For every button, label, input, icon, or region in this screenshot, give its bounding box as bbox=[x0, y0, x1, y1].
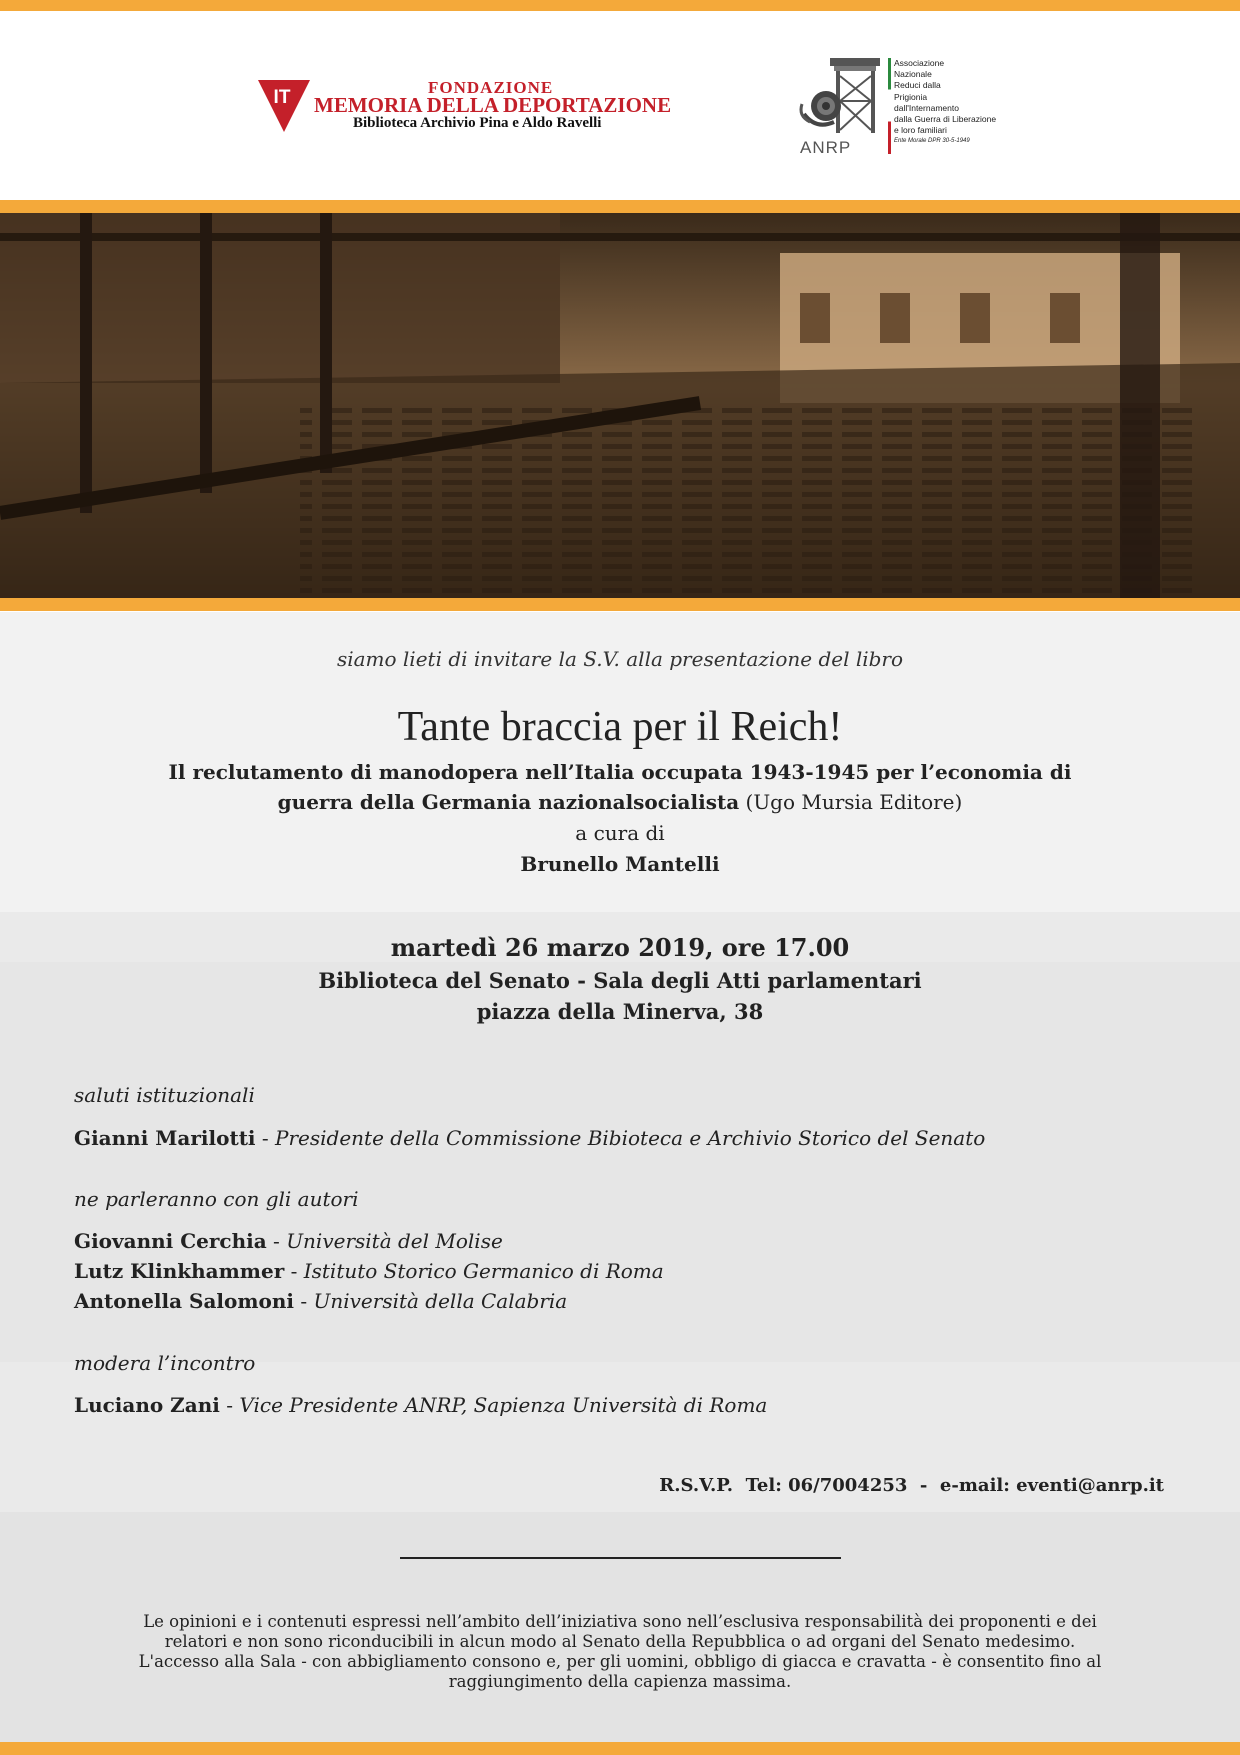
anrp-line: Prigionia bbox=[894, 91, 928, 102]
disclaimer-line: relatori e non sono riconducibili in alcun modo al Senato della Repubblica o ad organi del Senato medesimo. bbox=[164, 1632, 1076, 1651]
book-subtitle-line1: Il reclutamento di manodopera nell’Italia occupata 1943-1945 per l’economia di bbox=[168, 760, 1072, 784]
book-subtitle-bold: guerra della Germania nazionalsocialista bbox=[277, 790, 740, 814]
moderator-name: Luciano Zani bbox=[74, 1393, 220, 1417]
event-address: piazza della Minerva, 38 bbox=[476, 999, 764, 1024]
speaker-role: Istituto Storico Germanico di Roma bbox=[303, 1259, 664, 1283]
speaker-name: Antonella Salomoni bbox=[74, 1289, 294, 1313]
top-accent-bar bbox=[0, 0, 1240, 11]
event-date: martedì 26 marzo 2019, ore 17.00 bbox=[390, 933, 850, 962]
speaker-name: Lutz Klinkhammer bbox=[74, 1259, 285, 1283]
moderator-label: modera l’incontro bbox=[74, 1351, 256, 1375]
disclaimer-line: Le opinioni e i contenuti espressi nell’ambito dell’iniziativa sono nell’esclusiva responsabilità dei proponenti e dei bbox=[143, 1612, 1097, 1631]
book-title: Tante braccia per il Reich! bbox=[397, 704, 843, 750]
book-editor: Brunello Mantelli bbox=[520, 852, 720, 876]
speaker-role: Università del Molise bbox=[286, 1229, 503, 1253]
anrp-flag-stripe bbox=[888, 58, 891, 154]
anrp-line: Associazione bbox=[894, 58, 945, 68]
event-venue: Biblioteca del Senato - Sala degli Atti parlamentari bbox=[318, 968, 922, 993]
photo-bottom-bar bbox=[0, 598, 1240, 611]
anrp-line: dalla Guerra di Liberazione bbox=[894, 114, 997, 125]
anrp-small-line: Ente Morale DPR 30-5-1949 bbox=[894, 138, 970, 145]
disclaimer-line: L'accesso alla Sala - con abbigliamento consono e, per gli uomini, obbligo di giacca e cravatta - è consentito fino al bbox=[138, 1652, 1102, 1671]
saluti-label: saluti istituzionali bbox=[74, 1083, 255, 1107]
anrp-logo bbox=[796, 56, 996, 166]
book-subtitle-line2 bbox=[0, 790, 1240, 814]
speakers-label: ne parleranno con gli autori bbox=[74, 1187, 359, 1211]
anrp-line: e loro familiari bbox=[894, 125, 947, 136]
invite-intro: siamo lieti di invitare la S.V. alla presentazione del libro bbox=[336, 647, 904, 671]
disclaimer bbox=[0, 1612, 1240, 1692]
moderator-role: Vice Presidente ANRP, Sapienza Università di Roma bbox=[239, 1393, 768, 1417]
a-cura-di: a cura di bbox=[575, 821, 665, 845]
fondazione-triangle-icon bbox=[258, 80, 310, 132]
saluti-row: Gianni Marilotti - Presidente della Commissione Bibioteca e Archivio Storico del Senato bbox=[74, 1126, 986, 1150]
factory-photo bbox=[0, 213, 1240, 598]
speaker-row: Giovanni Cerchia - Università del Molise bbox=[74, 1229, 503, 1253]
speaker-name: Giovanni Cerchia bbox=[74, 1229, 267, 1253]
speaker-row: Antonella Salomoni - Università della Calabria bbox=[74, 1289, 568, 1313]
separator-line bbox=[400, 1557, 841, 1559]
speaker-row: Lutz Klinkhammer - Istituto Storico Germanico di Roma bbox=[74, 1259, 664, 1283]
anrp-name-block bbox=[894, 58, 996, 148]
saluti-name: Gianni Marilotti bbox=[74, 1126, 256, 1150]
anrp-emblem-icon bbox=[796, 56, 886, 140]
anrp-line: Nazionale bbox=[894, 69, 932, 80]
fondazione-line1: FONDAZIONE bbox=[428, 78, 554, 97]
bottom-accent-bar bbox=[0, 1742, 1240, 1755]
anrp-line: Reduci dalla bbox=[894, 80, 941, 91]
book-publisher: (Ugo Mursia Editore) bbox=[739, 790, 963, 814]
disclaimer-line: raggiungimento della capienza massima. bbox=[448, 1672, 792, 1691]
anrp-line: dall'Internamento bbox=[894, 102, 959, 113]
moderator-row: Luciano Zani - Vice Presidente ANRP, Sapienza Università di Roma bbox=[74, 1393, 768, 1417]
rsvp-line: R.S.V.P. Tel: 06/7004253 - e-mail: eventi@anrp.it bbox=[659, 1475, 1164, 1496]
photo-top-bar bbox=[0, 200, 1240, 213]
anrp-acronym: ANRP bbox=[800, 138, 852, 157]
speaker-role: Università della Calabria bbox=[313, 1289, 568, 1313]
fondazione-line3: Biblioteca Archivio Pina e Aldo Ravelli bbox=[353, 115, 602, 131]
saluti-role: Presidente della Commissione Bibioteca e Archivio Storico del Senato bbox=[275, 1126, 986, 1150]
fondazione-logo bbox=[258, 78, 678, 138]
fondazione-line2: MEMORIA DELLA DEPORTAZIONE bbox=[314, 93, 672, 117]
fondazione-mark: IT bbox=[273, 87, 291, 108]
